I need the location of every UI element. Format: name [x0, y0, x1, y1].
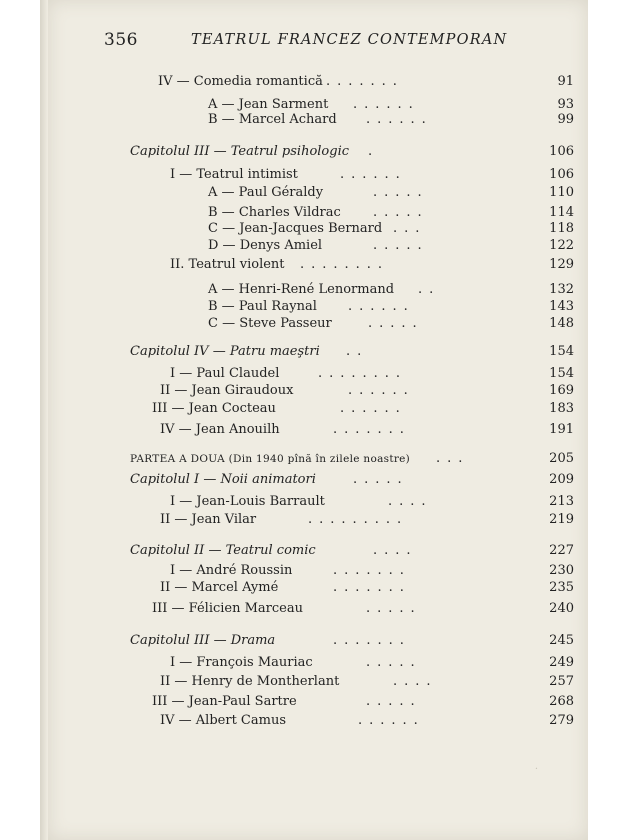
toc-leader-dots: .....: [353, 472, 409, 487]
toc-entry-title: Capitolul II — Teatrul comic: [130, 543, 316, 558]
toc-leader-dots: ...: [436, 451, 470, 466]
toc-leader-dots: ........: [300, 257, 390, 272]
toc-entry-page: 106: [549, 144, 574, 159]
toc-entry-page: 213: [549, 494, 574, 509]
toc-entry: [48, 142, 588, 162]
toc-entry-title: Capitolul III — Teatrul psihologic: [130, 144, 350, 159]
toc-leader-dots: ......: [366, 112, 433, 127]
toc-entry: [48, 599, 588, 619]
toc-entry: [48, 381, 588, 401]
toc-entry-title: IV — Jean Anouilh: [160, 422, 280, 437]
toc-entry-title: II — Henry de Montherlant: [160, 674, 340, 689]
toc-entry-page: 154: [549, 344, 574, 359]
toc-entry-page: 118: [549, 221, 574, 236]
toc-entry: [48, 110, 588, 130]
toc-leader-dots: .....: [373, 185, 429, 200]
toc-entry-title: II — Jean Giraudoux: [160, 383, 294, 398]
toc-leader-dots: ......: [340, 167, 407, 182]
toc-leader-dots: ........: [318, 366, 408, 381]
toc-leader-dots: ...: [393, 221, 427, 236]
toc-entry-title: B — Marcel Achard: [208, 112, 337, 127]
toc-entry-page: 257: [549, 674, 574, 689]
toc-entry-page: 245: [549, 633, 574, 648]
toc-entry-title: I — André Roussin: [170, 563, 293, 578]
toc-leader-dots: .......: [326, 74, 404, 89]
toc-entry-page: 191: [549, 422, 574, 437]
toc-entry-title: D — Denys Amiel: [208, 238, 323, 253]
toc-entry-page: 114: [549, 205, 574, 220]
toc-entry-page: 99: [557, 112, 574, 127]
toc-leader-dots: .....: [368, 316, 424, 331]
page-gutter-shadow: [40, 0, 48, 840]
toc-entry-title: B — Paul Raynal: [208, 299, 317, 314]
toc-leader-dots: ......: [353, 97, 420, 112]
toc-entry-title: C — Steve Passeur: [208, 316, 332, 331]
toc-entry-page: 122: [549, 238, 574, 253]
toc-entry-title: A — Paul Géraldy: [208, 185, 324, 200]
toc-leader-dots: ......: [358, 713, 425, 728]
toc-leader-dots: ....: [393, 674, 438, 689]
toc-entry: [48, 255, 588, 275]
toc-entry-title: IV — Albert Camus: [160, 713, 286, 728]
toc-leader-dots: ....: [373, 543, 418, 558]
toc-leader-dots: ......: [348, 383, 415, 398]
toc-entry-page: 106: [549, 167, 574, 182]
toc-entry: [48, 631, 588, 651]
toc-leader-dots: .: [368, 144, 380, 159]
toc-entry-title: III — Jean Cocteau: [152, 401, 276, 416]
toc-leader-dots: ..: [418, 282, 441, 297]
toc-entry: [48, 510, 588, 530]
toc-entry-title: IV — Comedia romantică: [158, 74, 323, 89]
toc-entry-title: A — Henri-René Lenormand: [208, 282, 395, 297]
toc-entry-page: 154: [549, 366, 574, 381]
toc-entry: [48, 492, 588, 512]
toc-leader-dots: .....: [366, 601, 422, 616]
toc-leader-dots: .......: [333, 422, 411, 437]
toc-entry: [48, 692, 588, 712]
toc-entry: [48, 420, 588, 440]
toc-entry: [48, 449, 588, 469]
toc-entry: [48, 236, 588, 256]
toc-entry-page: 240: [549, 601, 574, 616]
toc-entry-title: B — Charles Vildrac: [208, 205, 341, 220]
page-mark: ·: [534, 764, 538, 775]
toc-entry-page: 91: [557, 74, 574, 89]
toc-entry-title: II. Teatrul violent: [170, 257, 285, 272]
toc-entry: [48, 653, 588, 673]
toc-entry-page: 143: [549, 299, 574, 314]
running-title: TEATRUL FRANCEZ CONTEMPORAN: [191, 32, 508, 48]
toc-entry-page: 235: [549, 580, 574, 595]
toc-entry: [48, 314, 588, 334]
toc-entry: [48, 672, 588, 692]
toc-entry: [48, 578, 588, 598]
toc-entry-title: III — Jean-Paul Sartre: [152, 694, 297, 709]
toc-entry-page: 148: [549, 316, 574, 331]
toc-entry-page: 209: [549, 472, 574, 487]
toc-entry: [48, 183, 588, 203]
toc-entry-title: II — Marcel Aymé: [160, 580, 279, 595]
toc-entry: [48, 541, 588, 561]
toc-entry: [48, 470, 588, 490]
toc-entry-page: 93: [557, 97, 574, 112]
toc-entry-page: 183: [549, 401, 574, 416]
toc-leader-dots: ....: [388, 494, 433, 509]
toc-entry-title: II — Jean Vilar: [160, 512, 257, 527]
toc-entry-title: I — François Mauriac: [170, 655, 313, 670]
toc-entry-page: 268: [549, 694, 574, 709]
toc-entry-title: I — Teatrul intimist: [170, 167, 298, 182]
toc-entry-page: 169: [549, 383, 574, 398]
toc-entry-page: 110: [549, 185, 574, 200]
toc-entry-page: 205: [549, 451, 574, 466]
toc-leader-dots: ......: [348, 299, 415, 314]
toc-leader-dots: .......: [333, 563, 411, 578]
toc-entry-title: A — Jean Sarment: [208, 97, 329, 112]
toc-entry-page: 219: [549, 512, 574, 527]
toc-entry-title: Capitolul III — Drama: [130, 633, 276, 648]
toc-leader-dots: .......: [333, 580, 411, 595]
toc-entry: [48, 165, 588, 185]
toc-leader-dots: .....: [366, 694, 422, 709]
toc-entry: [48, 399, 588, 419]
toc-entry-title: I — Jean-Louis Barrault: [170, 494, 325, 509]
toc-entry-title: I — Paul Claudel: [170, 366, 280, 381]
page-number: 356: [104, 30, 138, 50]
toc-entry-title: C — Jean-Jacques Bernard: [208, 221, 383, 236]
toc-leader-dots: ......: [340, 401, 407, 416]
toc-leader-dots: .....: [366, 655, 422, 670]
book-page: [48, 0, 588, 840]
toc-entry-title: III — Félicien Marceau: [152, 601, 303, 616]
toc-entry-page: 227: [549, 543, 574, 558]
toc-entry: [48, 342, 588, 362]
toc-leader-dots: .......: [333, 633, 411, 648]
toc-entry: [48, 711, 588, 731]
toc-entry-page: 279: [549, 713, 574, 728]
table-of-contents: [48, 0, 588, 840]
toc-entry: [48, 72, 588, 92]
toc-entry-title: PARTEA A DOUA (Din 1940 pînă în zilele noastre): [130, 453, 411, 465]
toc-leader-dots: .....: [373, 205, 429, 220]
toc-entry-title: Capitolul IV — Patru maeştri: [130, 344, 320, 359]
toc-leader-dots: .....: [373, 238, 429, 253]
toc-entry-page: 129: [549, 257, 574, 272]
toc-entry-page: 249: [549, 655, 574, 670]
toc-leader-dots: .........: [308, 512, 409, 527]
toc-entry-title: Capitolul I — Noii animatori: [130, 472, 316, 487]
toc-entry-page: 230: [549, 563, 574, 578]
toc-leader-dots: ..: [346, 344, 369, 359]
toc-entry-page: 132: [549, 282, 574, 297]
